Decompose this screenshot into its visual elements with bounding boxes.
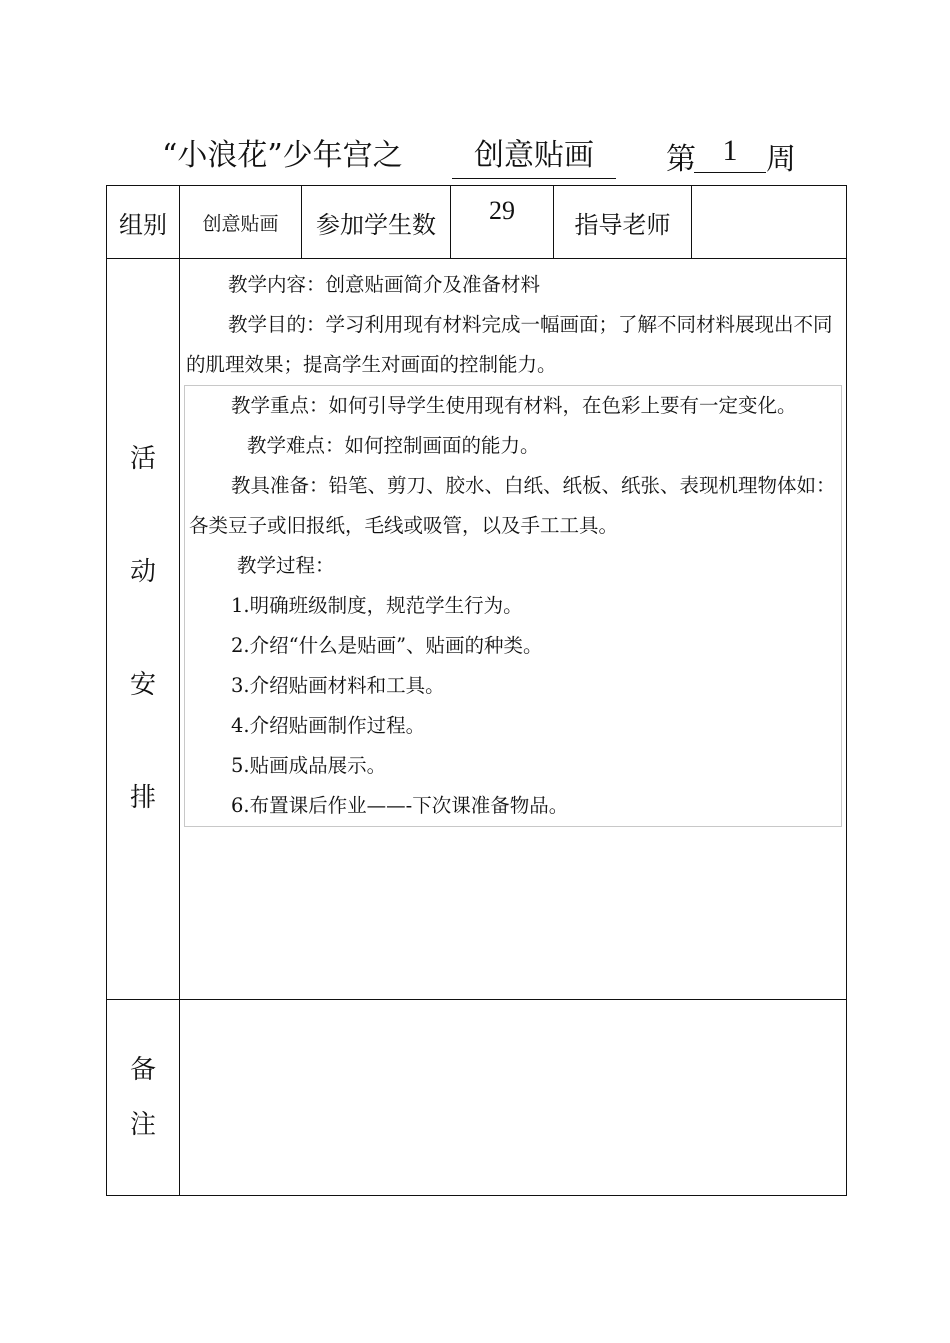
process-step: 5.贴画成品展示。 (231, 754, 387, 777)
remark-value (180, 1000, 847, 1196)
students-label: 参加学生数 (302, 186, 451, 259)
teaching-key-point: 教学重点：如何引导学生使用现有材料，在色彩上要有一定变化。 (231, 394, 797, 417)
activity-form-table (106, 185, 847, 1196)
remark-side-label (107, 1000, 180, 1196)
remark-side-char: 注 (129, 1109, 156, 1140)
remark-side-char: 备 (129, 1054, 156, 1085)
process-step: 3.介绍贴画材料和工具。 (231, 674, 445, 697)
activity-side-char: 安 (129, 670, 156, 700)
teacher-label: 指导老师 (554, 186, 692, 259)
lesson-plan-box (184, 385, 842, 827)
teaching-difficulty: 教学难点：如何控制画面的能力。 (247, 434, 540, 457)
process-step: 6.布置课后作业——-下次课准备物品。 (231, 794, 569, 817)
process-title: 教学过程： (237, 554, 335, 577)
week-number: 1 (694, 134, 766, 173)
process-step: 4.介绍贴画制作过程。 (231, 714, 426, 737)
activity-content (186, 265, 842, 827)
remark-row (107, 1000, 847, 1196)
teaching-goal: 教学目的：学习利用现有材料完成一幅画面；了解不同材料展现出不同的肌理效果；提高学生对画面的控制能力。 (186, 313, 833, 376)
activity-side-char: 活 (129, 444, 156, 474)
title-prefix: “小浪花”少年宫之 (162, 138, 403, 173)
week-label-pre: 第 (666, 142, 696, 177)
activity-side-label (107, 259, 180, 1000)
process-step: 1.明确班级制度，规范学生行为。 (231, 594, 523, 617)
process-step: 2.介绍“什么是贴画”、贴画的种类。 (231, 634, 543, 657)
students-count: 29 (451, 186, 554, 259)
activity-row (107, 259, 847, 1000)
form-title (0, 126, 950, 182)
activity-content-cell (180, 259, 847, 1000)
info-row (107, 186, 847, 259)
group-value: 创意贴画 (180, 186, 302, 259)
activity-side-char: 动 (129, 557, 156, 587)
teaching-content: 教学内容：创意贴画简介及准备材料 (228, 273, 541, 296)
week-label-post: 周 (766, 142, 796, 177)
group-label: 组别 (107, 186, 180, 259)
title-course-name: 创意贴画 (452, 130, 616, 179)
teacher-value (692, 186, 847, 259)
activity-side-char: 排 (129, 783, 156, 813)
teaching-tools: 教具准备：铅笔、剪刀、胶水、白纸、纸板、纸张、表现机理物体如：各类豆子或旧报纸，毛线或吸管，以及手工工具。 (189, 474, 836, 537)
